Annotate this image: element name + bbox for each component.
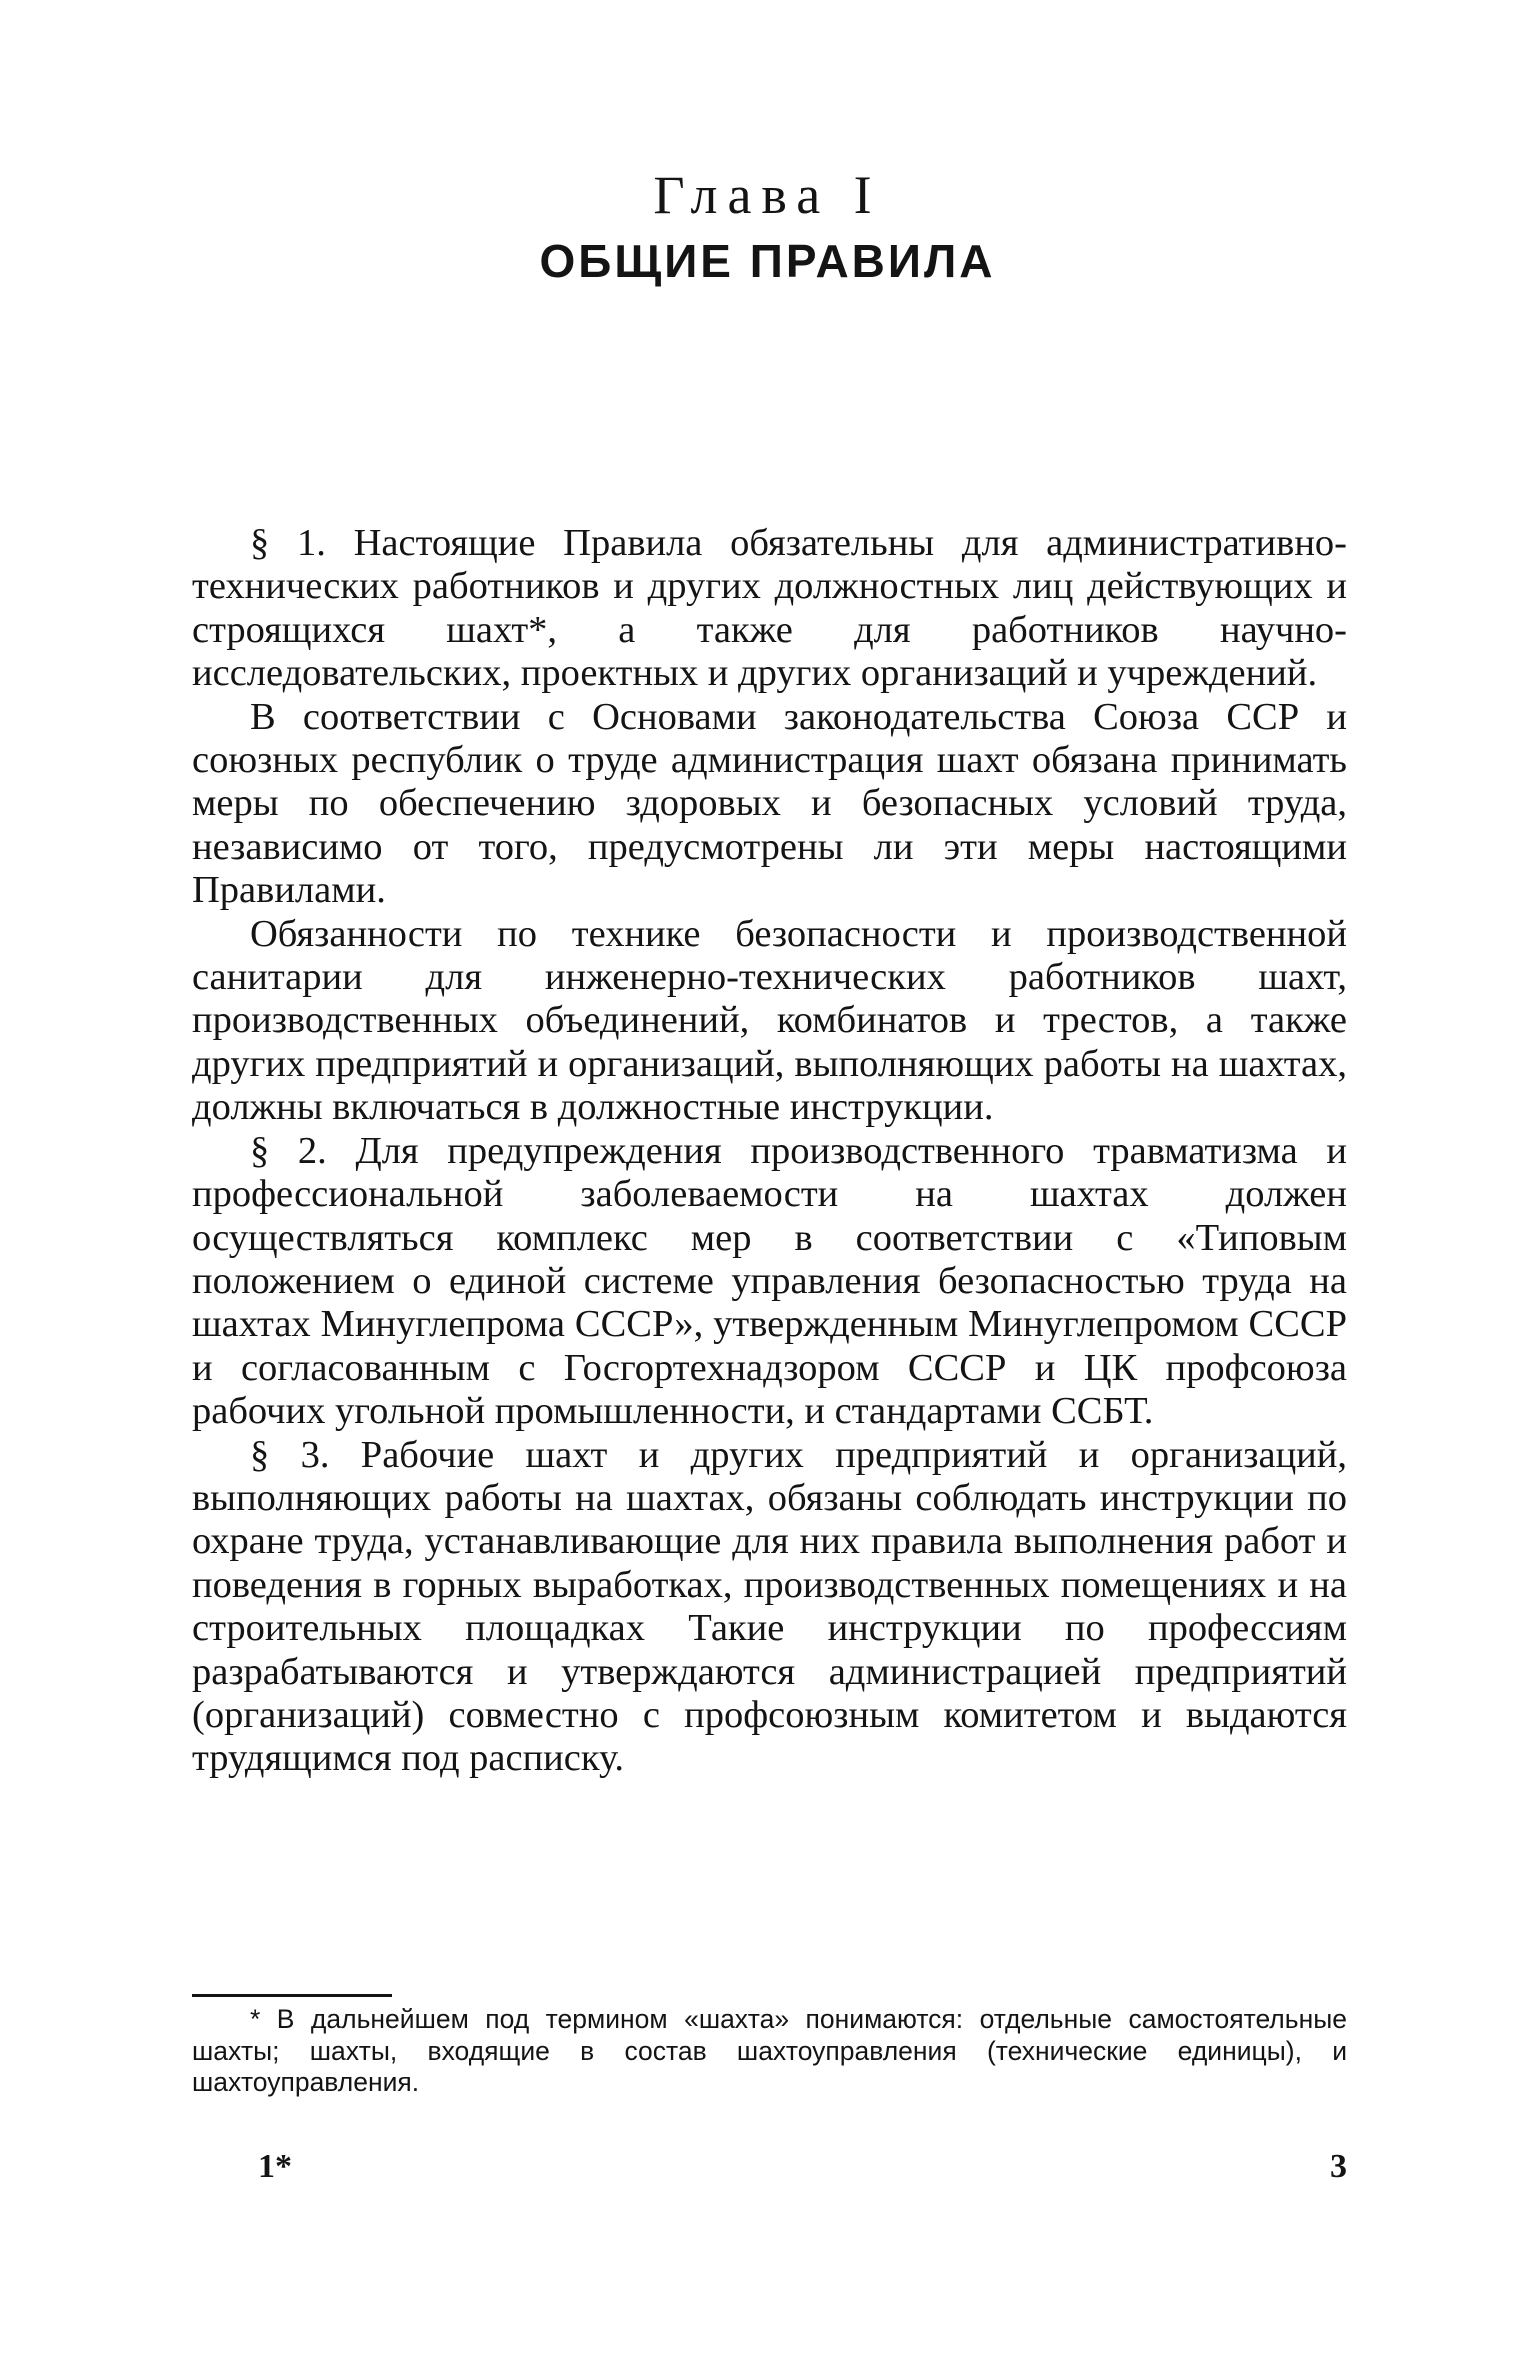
body-text xyxy=(192,522,1347,1781)
signature-mark: 1* xyxy=(258,2148,292,2185)
footnote: * В дальнейшем под термином «шахта» понимаются: отдельные самостоятельные шахты; шахты, входящие в состав шахтоуправления (технические единицы), и шахтоуправления. xyxy=(192,2004,1347,2097)
page-number: 3 xyxy=(1330,2148,1347,2185)
footnote-divider xyxy=(192,1994,392,1997)
paragraph-section-1-part-2: В соответствии с Основами законодательства Союза ССР и союзных республик о труде администрация шахт обязана принимать меры по обеспечению здоровых и безопасных условий труда, независимо от того, предусмотрены ли эти меры настоящими Правилами. xyxy=(192,695,1347,912)
paragraph-section-1-part-3: Обязанности по технике безопасности и производственной санитарии для инженерно-технических работников шахт, производственных объединений, комбинатов и трестов, а также других предприятий и организаций, выполняющих работы на шахтах, должны включаться в должностные инструкции. xyxy=(192,912,1347,1129)
paragraph-section-1: § 1. Настоящие Правила обязательны для административно-технических работников и других должностных лиц действующих и строящихся шахт*, а также для работников научно-исследовательских, проектных и других организаций и учреждений. xyxy=(192,522,1347,695)
chapter-label: Глава I xyxy=(653,165,882,225)
chapter-title: ОБЩИЕ ПРАВИЛА xyxy=(539,235,996,287)
paragraph-section-2: § 2. Для предупреждения производственного травматизма и профессиональной заболеваемости на шахтах должен осуществляться комплекс мер в соответствии с «Типовым положением о единой системе управления безопасностью труда на шахтах Минуглепрома СССР», утвержденным Минуглепромом СССР и согласованным с Госгортехнадзором СССР и ЦК профсоюза рабочих угольной промышленности, и стандартами ССБТ. xyxy=(192,1129,1347,1433)
paragraph-section-3: § 3. Рабочие шахт и других предприятий и организаций, выполняющих работы на шахтах, обязаны соблюдать инструкции по охране труда, устанавливающие для них правила выполнения работ и поведения в горных выработках, производственных помещениях и на строительных площадках Такие инструкции по профессиям разрабатываются и утверждаются администрацией предприятий (организаций) совместно с профсоюзным комитетом и выдаются трудящимся под расписку. xyxy=(192,1433,1347,1780)
